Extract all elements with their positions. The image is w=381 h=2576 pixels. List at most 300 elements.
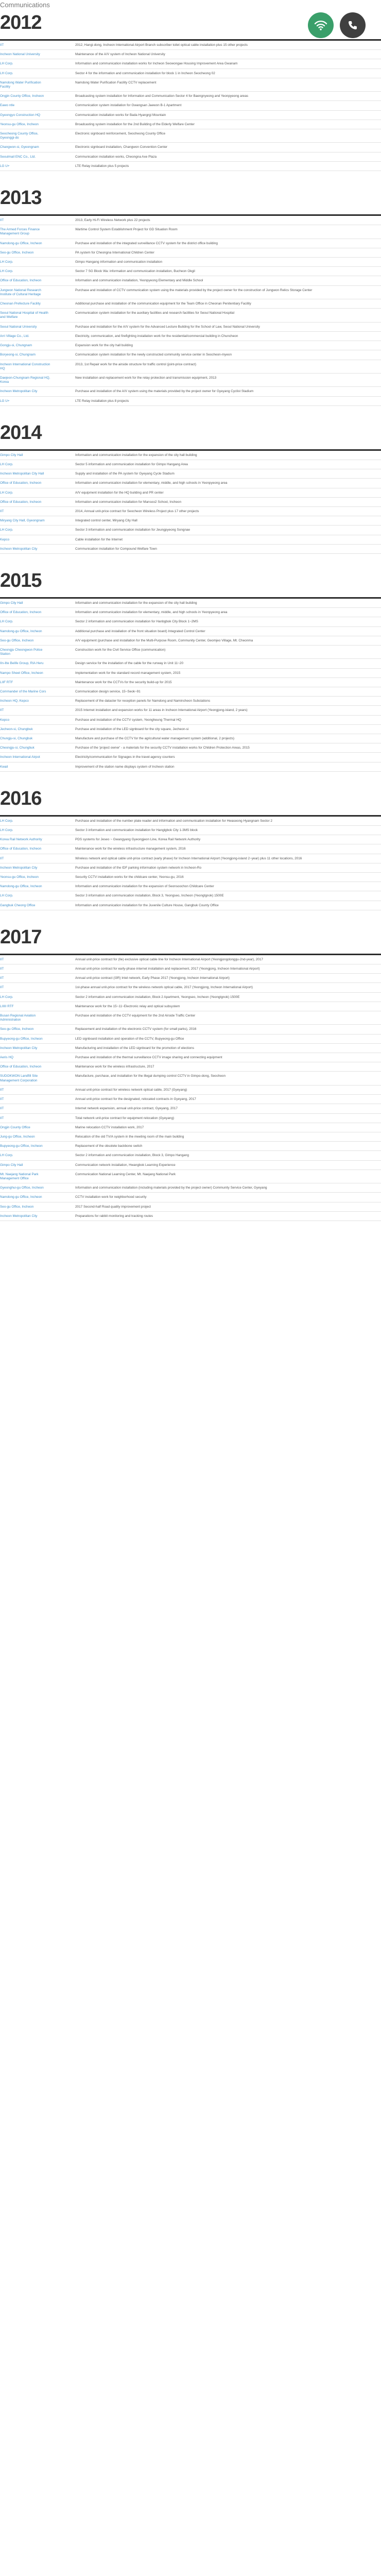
section-label: Communications (0, 1, 50, 9)
project-description: Annual unit-price contract for wireless network optical cable, 2017 (Gyeyang) (75, 1088, 187, 1092)
project-description: Communication installation works, Cheongna Axe Plaza (75, 155, 157, 159)
project-row (0, 299, 381, 309)
project-row (0, 488, 381, 498)
client-name: Gimpo City Hall (0, 1163, 23, 1167)
project-description: Communication National Learning Center, Mt. Naejang National Park (75, 1172, 176, 1176)
project-description: Additional purchase and installation of the front situation board) Integrated Control Center (75, 629, 205, 633)
client-name: Nampo Sheet Office, Incheon (0, 671, 43, 675)
project-description: Purchase and installation of the IDF parking information system network in Incheon-Ro (75, 866, 202, 870)
project-description: PA system for Cheongna International Children Center (75, 250, 154, 255)
project-description: Purchase and installation of the LED signboard for the city square, Jecheon-si (75, 727, 189, 731)
year-header (0, 419, 381, 449)
client-name: Yeonsu-gu Office, Incheon (0, 122, 39, 126)
project-row (0, 460, 381, 469)
project-row (0, 350, 381, 360)
client-name: Incheon International Construction HQ (0, 362, 50, 370)
year-title: 2014 (0, 421, 42, 444)
year-header (0, 184, 381, 214)
client-name: Incheon Metropolitan City (0, 389, 38, 394)
client-name: LH Corp. (0, 620, 13, 624)
project-row (0, 120, 381, 129)
project-description: Expansion work for the city hall building (75, 344, 133, 348)
project-row (0, 387, 381, 396)
year-section-2014 (0, 419, 381, 567)
client-name: Cheongju Cheongwon Police Station (0, 648, 43, 656)
project-description: Maintenance of the A/V system of Incheon National University (75, 53, 165, 57)
client-name: Jung-gu Office, Incheon (0, 1134, 35, 1139)
year-title: 2013 (0, 187, 42, 209)
project-row (0, 498, 381, 507)
project-row (0, 1025, 381, 1034)
client-name: IIT (0, 856, 4, 860)
header-icons (308, 12, 366, 38)
project-row (0, 1183, 381, 1193)
project-row (0, 526, 381, 535)
client-name: Incheon Metropolitan City Hall (0, 472, 44, 476)
client-name: Cheonan Prefecture Facility (0, 302, 41, 306)
client-name: Seo-gu Office, Incheon (0, 638, 34, 642)
section-spacer (0, 554, 381, 567)
client-name: LIIF RTF (0, 680, 13, 684)
project-description: CCTV installation work for neighborhood security (75, 1195, 147, 1199)
project-row (0, 111, 381, 120)
project-description: Information and communication installation for the expansion of the city hall building (75, 601, 197, 605)
project-description: Information and communication installation for the expansion of the city hall building (75, 453, 197, 457)
project-row (0, 143, 381, 152)
client-name: Seoulmail ENC Co., Ltd. (0, 155, 36, 159)
project-row (0, 225, 381, 239)
project-row (0, 835, 381, 844)
client-name: LG U+ (0, 399, 10, 403)
project-row (0, 743, 381, 753)
project-description: Annual unit-price contract for (Ile) exclusive optical cable line for Incheon International Airport (Yeongjongdonggu-2nd-year), 2017 (75, 957, 263, 961)
project-description: Purchase and installation for the A/V system for the Advanced Lecture Building for the School of Law, Seoul National University (75, 325, 260, 329)
project-row (0, 535, 381, 545)
project-row (0, 360, 381, 374)
years-container (0, 9, 381, 1221)
project-row (0, 1202, 381, 1212)
client-name: Jecheon-si, Chungbuk (0, 727, 33, 731)
year-header (0, 924, 381, 954)
project-description: Annual unit-price contract (I3R) Intel network, Early Phase 2017 (Yeongjong, Incheon International Airport) (75, 976, 230, 980)
project-description: Annual unit-price contract for the designated, relocated contracts in Gyeyang, 2017 (75, 1097, 196, 1101)
project-row (0, 1044, 381, 1053)
client-name: Gimpo City Hall (0, 601, 23, 605)
client-name: Gangbuk Cheong Office (0, 903, 36, 907)
client-name: SUDOKWON Landfill Site Management Corporation (0, 1074, 38, 1082)
project-row (0, 239, 381, 248)
project-description: Additional purchase and installation of the communication equipment for the Team Office in Cheonan Penitentiary Facility (75, 302, 251, 306)
client-name: Office of Education, Incheon (0, 279, 42, 283)
project-description: Electricity/communication for Signages in the travel-agency counters (75, 755, 175, 759)
client-name: Kwail (0, 765, 8, 769)
project-description: Integrated control center, Miryang City Hall (75, 519, 137, 523)
project-row (0, 608, 381, 617)
project-description: LTE Relay installation plus 8 projects (75, 399, 129, 403)
project-description: Security CCTV installation works for the childcare center, Yeonsu-gu, 2016 (75, 875, 184, 879)
project-row (0, 451, 381, 460)
project-description: A/V equipment installation for the HQ building and PR center (75, 490, 164, 495)
project-row (0, 669, 381, 678)
project-row (0, 983, 381, 992)
project-row (0, 516, 381, 526)
project-row (0, 1193, 381, 1202)
project-description: Total network unit-price contract for equipment relocation (Gyeyang) (75, 1116, 175, 1120)
client-name: Yeonsu-gu Office, Incheon (0, 875, 39, 879)
client-name: LH Corp. (0, 1154, 13, 1158)
project-description: Construction work for the Civil Service Office (communication) (75, 648, 166, 652)
project-description: Relocation of the old TV/A system in the meeting room of the main building (75, 1134, 184, 1139)
client-name: IIT (0, 1107, 4, 1111)
project-row (0, 1011, 381, 1025)
project-description: A/V equipment (purchase and installation for the Multi-Purpose Room, Community Center, Geomjeo Village, Mt. Cheonma (75, 638, 253, 642)
client-name: LH Corp. (0, 62, 13, 66)
client-name: Incheon Metropolitan City (0, 866, 38, 870)
project-row (0, 993, 381, 1002)
client-name: Mt. Naejang National Park Management Office (0, 1172, 39, 1180)
project-row (0, 1104, 381, 1113)
client-name: IIT (0, 957, 4, 961)
client-name: LH Corp. (0, 828, 13, 833)
project-row (0, 617, 381, 626)
project-row (0, 332, 381, 341)
client-name: LG U+ (0, 164, 10, 168)
project-row (0, 101, 381, 110)
project-description: Annual unit-price contract for early-phase internet installation and replacement, 2017 (Yeongjong, Incheon International Airport) (75, 967, 260, 971)
project-row (0, 1142, 381, 1151)
project-row (0, 753, 381, 762)
project-row (0, 678, 381, 687)
client-name: Seo-gu Office, Incheon (0, 1027, 34, 1031)
project-list (0, 451, 381, 554)
client-name: Ongjin County Office (0, 1125, 30, 1129)
project-description: Sector 7 SG Block Wa: information and communication installation, Bucheon Okgil (75, 269, 195, 274)
project-description: Sector 2 information and communication installation, Block 3, Gimpo Hangang (75, 1154, 189, 1158)
client-name: Cheongju-si, Chungbuk (0, 746, 34, 750)
project-description: LED signboard installation and operation of the CCTV, Bupyeong-gu Office (75, 1037, 184, 1041)
client-name: Gimpo City Hall (0, 453, 23, 457)
project-row (0, 1072, 381, 1085)
project-description: LTE Relay installation plus 5 projects (75, 164, 129, 168)
project-description: Communication design service, 15~Seok~91 (75, 689, 141, 693)
project-row (0, 1095, 381, 1104)
project-description: Namdong Water Purification Facility CCTV replacement (75, 80, 157, 84)
project-row (0, 479, 381, 488)
project-description: Electronic signboard installation, Changwon Convention Center (75, 145, 168, 149)
client-name: IIT (0, 43, 4, 47)
project-row (0, 734, 381, 743)
year-section-2015 (0, 567, 381, 785)
project-description: Preparations for rabbit monitoring and tracking routes (75, 1214, 153, 1218)
year-title: 2015 (0, 569, 42, 591)
project-description: Gimpo Hangang information and communication installation (75, 260, 163, 264)
project-description: Replacement of the datacter for reception panels for Namdong and Namincheon Substations (75, 699, 211, 703)
project-row (0, 152, 381, 162)
project-description: Communication system installation for Gwangsan Jaewon B-1 Apartment (75, 104, 182, 108)
project-row (0, 374, 381, 387)
project-row (0, 469, 381, 479)
client-name: Seoul National Hospital of Health and Welfare (0, 311, 48, 319)
client-name: Aeris HQ (0, 1056, 13, 1060)
project-row (0, 69, 381, 78)
project-description: Sector 5 information and communication installation for Gimpo Hangang Area (75, 462, 188, 466)
project-row (0, 248, 381, 258)
project-row (0, 974, 381, 983)
client-name: IIT (0, 708, 4, 713)
year-section-2013 (0, 184, 381, 419)
client-name: Gyeonghui-gu Office, Incheon (0, 1186, 44, 1190)
client-name: Office of Education, Incheon (0, 611, 42, 615)
project-description: Maintenance work for the 15~11~Electronic relay and optical subsystem (75, 1004, 180, 1008)
client-name: Korea Rail Network Authority (0, 838, 42, 842)
client-name: LH Corp. (0, 894, 13, 898)
year-title: 2017 (0, 926, 42, 948)
project-list (0, 41, 381, 171)
project-row (0, 636, 381, 646)
project-description: Wireless network and optical cable unit-price contract (early phase) for Incheon International Airport (Yeongjong-island 2~year) plus 11 other locations, 2016 (75, 856, 302, 860)
project-description: Purchase and installation of the number plate reader and information and communication installation for Hwaseong Hyangnam Sector 2 (75, 819, 272, 823)
project-row (0, 599, 381, 608)
project-description: Information and communication installation for the Juvenile Culture House, Gangbuk County Office (75, 903, 219, 907)
client-name: Changwon-si, Gyeongnam (0, 145, 39, 149)
client-name: LH Corp. (0, 995, 13, 999)
client-name: Incheon National University (0, 53, 40, 57)
client-name: IIT (0, 1088, 4, 1092)
year-header (0, 9, 381, 39)
client-name: Eawo ntle (0, 104, 15, 108)
client-name: Bupyeong-gu Office, Incheon (0, 1037, 43, 1041)
project-description: Sector 2 information and communication installation, Block 2 Apartment, Yeongseo, Incheon (Yeongtgnok) 1500E (75, 995, 240, 999)
project-row (0, 826, 381, 835)
project-description: Information and communication installation, Yeonpyeong Elementary and Middle School (75, 279, 203, 283)
client-name: IIT (0, 967, 4, 971)
client-name: IIT (0, 986, 4, 990)
project-description: 2013, Early Hi-Fi Wireless Network plus 22 projects (75, 218, 150, 223)
client-name: Seo-gu Office, Incheon (0, 1205, 34, 1209)
project-description: Purchase and installation of the CCTV system, Yeongheung Thermal HQ (75, 718, 181, 722)
client-name: Namdong-gu Office, Incheon (0, 241, 42, 245)
project-description: Communication system installation for the newly constructed community service center in Seocheon-myeon (75, 353, 232, 357)
project-list (0, 599, 381, 772)
project-row (0, 1002, 381, 1011)
phone-icon (340, 12, 366, 38)
client-name: Seo-gu Office, Incheon (0, 250, 34, 255)
project-description: Information and communication installation for elementary, middle, and high schools in Yeonpyeong area (75, 481, 228, 485)
project-description: Information and communication installation for the expansion of Seonsoochon Childcare Center (75, 885, 214, 889)
project-row (0, 1053, 381, 1062)
project-list (0, 955, 381, 1221)
project-description: Sector 3 information and communication installation for Hanglgbok City 1-3MS block (75, 828, 198, 833)
project-row (0, 267, 381, 276)
client-name: Incheon International Airpot (0, 755, 40, 759)
project-description: Manufacture, purchase, and installation for the illegal dumping control CCTV in Gimpo-dong, Seocheon (75, 1074, 226, 1078)
client-name: Ongjin County Office, Incheon (0, 94, 44, 98)
project-list (0, 216, 381, 406)
client-name: IIn-Ilte Belife Group, RIA Heru (0, 662, 44, 666)
project-row (0, 286, 381, 299)
project-row (0, 863, 381, 873)
project-row (0, 59, 381, 69)
project-description: Purchase and installation of the thermal surveillance CCTV image sharing and connecting equipment (75, 1056, 222, 1060)
project-row (0, 706, 381, 715)
project-row (0, 323, 381, 332)
project-description: Maintenance work for the wireless infrastructure, 2017 (75, 1065, 154, 1069)
project-row (0, 341, 381, 350)
project-description: Broadcasting system installation for the 2nd Building of the Elderly Welfare Center (75, 122, 195, 126)
project-description: Marine relocation CCTV installation work, 2017 (75, 1125, 144, 1129)
project-description: Communication installation for Compound Welfare Town (75, 547, 157, 551)
project-row (0, 762, 381, 772)
client-name: Namdong Water Purification Facility (0, 80, 41, 89)
project-description: Electricity, communication, and firefighting installation work for the residential/commercial building in Chuncheon (75, 334, 238, 338)
client-name: Office of Education, Incheon (0, 481, 42, 485)
project-row (0, 697, 381, 706)
client-name: LH Corp. (0, 819, 13, 823)
project-row (0, 725, 381, 734)
client-name: Incheon Metropolitan City (0, 547, 38, 551)
project-row (0, 873, 381, 882)
client-name: Namdong-gu Office, Incheon (0, 629, 42, 633)
project-description: Cable installation for the Internet (75, 537, 123, 541)
project-description: Maintenance work for the wireless infrastructure management system, 2016 (75, 847, 186, 851)
project-description: Sector 2 information and communication installation for Hanbgbok City Block 1~2MS (75, 620, 198, 624)
project-description: Sector 3 information and communication installation for Jeungpyeong Songnae (75, 528, 190, 532)
project-row (0, 882, 381, 891)
client-name: Incheon Metropolitan City (0, 1046, 38, 1050)
project-description: Manufacture and purchase of the CCTV for the agricultural water management system (additional, 2 projects) (75, 737, 235, 740)
client-name: Busan Regional Aviation Administration (0, 1014, 36, 1022)
year-header (0, 785, 381, 815)
project-description: 1st-phase annual unit-price contract for the wireless network optical cable, 2017 (Yeongjong, Incheon International Airport) (75, 986, 253, 990)
client-name: Gongju-si, Chungnam (0, 344, 32, 348)
project-row (0, 716, 381, 725)
project-row (0, 627, 381, 636)
project-row (0, 276, 381, 285)
project-row (0, 1123, 381, 1132)
project-description: Electronic signboard reinforcement, Seocheong County Office (75, 132, 166, 136)
client-name: LH Corp. (0, 71, 13, 75)
client-name: IIT (0, 1116, 4, 1120)
project-description: Information and communication installation works for Incheon Seowongae Housing Improvement Area Gwanam (75, 62, 238, 66)
project-row (0, 41, 381, 50)
year-title: 2012 (0, 12, 42, 33)
client-name: Incheon Metropolitan City (0, 1214, 38, 1218)
client-name: Bupyeong-gu Office, Incheon (0, 1144, 43, 1148)
project-description: 2015 Internet installation and expansion works for 11 areas in Incheon International Airport (Yeongjong-island, 2 years) (75, 708, 248, 713)
project-description: 2017 Second-half Road quality improvement project (75, 1205, 151, 1209)
project-description: Broadcasting system installation for Information and Communication Sector 4 for Baengnyeong and Yeonpyeong areas (75, 94, 249, 98)
project-row (0, 1035, 381, 1044)
project-description: Communication network installation, Hwangbok Learning Experience (75, 1163, 176, 1167)
client-name: Daejeon-Chungnam Regional HQ, Korea (0, 376, 50, 384)
project-row (0, 901, 381, 910)
project-row (0, 216, 381, 225)
section-spacer (0, 406, 381, 419)
project-row (0, 854, 381, 863)
project-row (0, 964, 381, 974)
client-name: IIT (0, 1097, 4, 1101)
client-name: IIT (0, 218, 4, 223)
project-row (0, 1151, 381, 1160)
client-name: LH Corp. (0, 528, 13, 532)
project-row (0, 891, 381, 901)
project-description: Implementation work for the standard record management system, 2015 (75, 671, 181, 675)
project-row (0, 397, 381, 406)
project-row (0, 659, 381, 668)
client-name: Arri Village Co., Ltd. (0, 334, 29, 338)
client-name: Office of Education, Incheon (0, 1065, 42, 1069)
project-description: Information and communication installation (including materials provided by the project owner) Community Service Center, Gyeyang (75, 1186, 267, 1190)
project-row (0, 1062, 381, 1072)
client-name: Gyeongyo Construction HQ (0, 113, 41, 117)
project-description: Purchase and installation of the A/V system using the materials provided by the project owner for Gyeyang Cyclist Stadium (75, 389, 254, 394)
client-name: Jungwon National Research Institute of Cultural Heritage (0, 288, 41, 296)
project-row (0, 545, 381, 554)
project-row (0, 78, 381, 92)
project-description: PDS systems for Jeseo ~ Gwangyang Gyeongjeon Line, Korea Rail Network Authority (75, 838, 201, 842)
project-row (0, 1114, 381, 1123)
project-description: Replacement and installation of the electronic CCTV system (for small parks), 2016 (75, 1027, 197, 1031)
client-name: IIT (0, 976, 4, 980)
client-name: Namdong-gu Office, Incheon (0, 1195, 42, 1199)
client-name: Namdong-gu Office, Incheon (0, 885, 42, 889)
project-list (0, 817, 381, 910)
project-description: Improvement of the station name displays system of Incheon station (75, 765, 175, 769)
project-row (0, 687, 381, 697)
section-spacer (0, 171, 381, 184)
project-row (0, 1212, 381, 1221)
project-description: Communication installation works for Bada Hyangrgi Mountain (75, 113, 166, 117)
project-description: 2014, Annual unit-price contract for Seocheon Wireless Project plus 17 other projects (75, 509, 199, 513)
project-description: 2013, 1st Repair work for the airside structure for traffic control (joint-price contract) (75, 362, 197, 366)
project-row (0, 955, 381, 964)
client-name: Seocheong County Office, Gyeonggi-do (0, 132, 39, 140)
project-description: 2012, Hangi-dong, Incheon International Airport Branch subscriber toilet optical cable installation plus 15 other projects (75, 43, 248, 47)
wifi-icon (308, 12, 334, 38)
project-description: Purchase and installation of the CCTV equipment for the 2nd Airside Traffic Center (75, 1014, 196, 1018)
project-description: Supply and installation of the PA system for Gyeyang Cycle Stadium (75, 472, 175, 476)
project-row (0, 1170, 381, 1183)
year-section-2016 (0, 785, 381, 924)
project-description: Sector 3 information and communication installation, Block 3, Yeongseo, Incheon (Yeongtgnok) 1500E (75, 894, 224, 898)
project-row (0, 92, 381, 101)
project-row (0, 1132, 381, 1142)
project-row (0, 1086, 381, 1095)
client-name: Kepco (0, 537, 10, 541)
client-name: Kepco (0, 718, 10, 722)
project-description: Information and communication installation for elementary, middle, and high schools in Yeonpyeong area (75, 611, 228, 615)
client-name: Commander of the Marine Cors (0, 689, 46, 693)
project-description: Purchase and installation of the integrated surveillance CCTV system for the district office building (75, 241, 218, 245)
project-description: Wartime Control System Establishment Project for GD Situation Room (75, 228, 178, 232)
year-title: 2016 (0, 787, 42, 809)
project-description: New installation and replacement work for the relay protection and transmission equipment, 2013 (75, 376, 217, 380)
client-name: LIIIII RTF (0, 1004, 14, 1008)
project-row (0, 309, 381, 322)
project-description: Maintenance work for the CCTVs for the security build-up for 2015 (75, 680, 172, 684)
year-section-2017 (0, 924, 381, 1221)
project-row (0, 646, 381, 659)
project-row (0, 258, 381, 267)
project-description: Purchase of the 'project owner' - a materials for the security CCTV installation works for Children Protection Areas, 2015 (75, 746, 250, 750)
client-name: Chungju-si, Chungbuk (0, 737, 33, 740)
project-row (0, 1161, 381, 1170)
client-name: Boryeong-si, Chungnam (0, 353, 36, 357)
client-name: Seoul National University (0, 325, 37, 329)
project-row (0, 129, 381, 143)
project-row (0, 844, 381, 854)
project-row (0, 507, 381, 516)
